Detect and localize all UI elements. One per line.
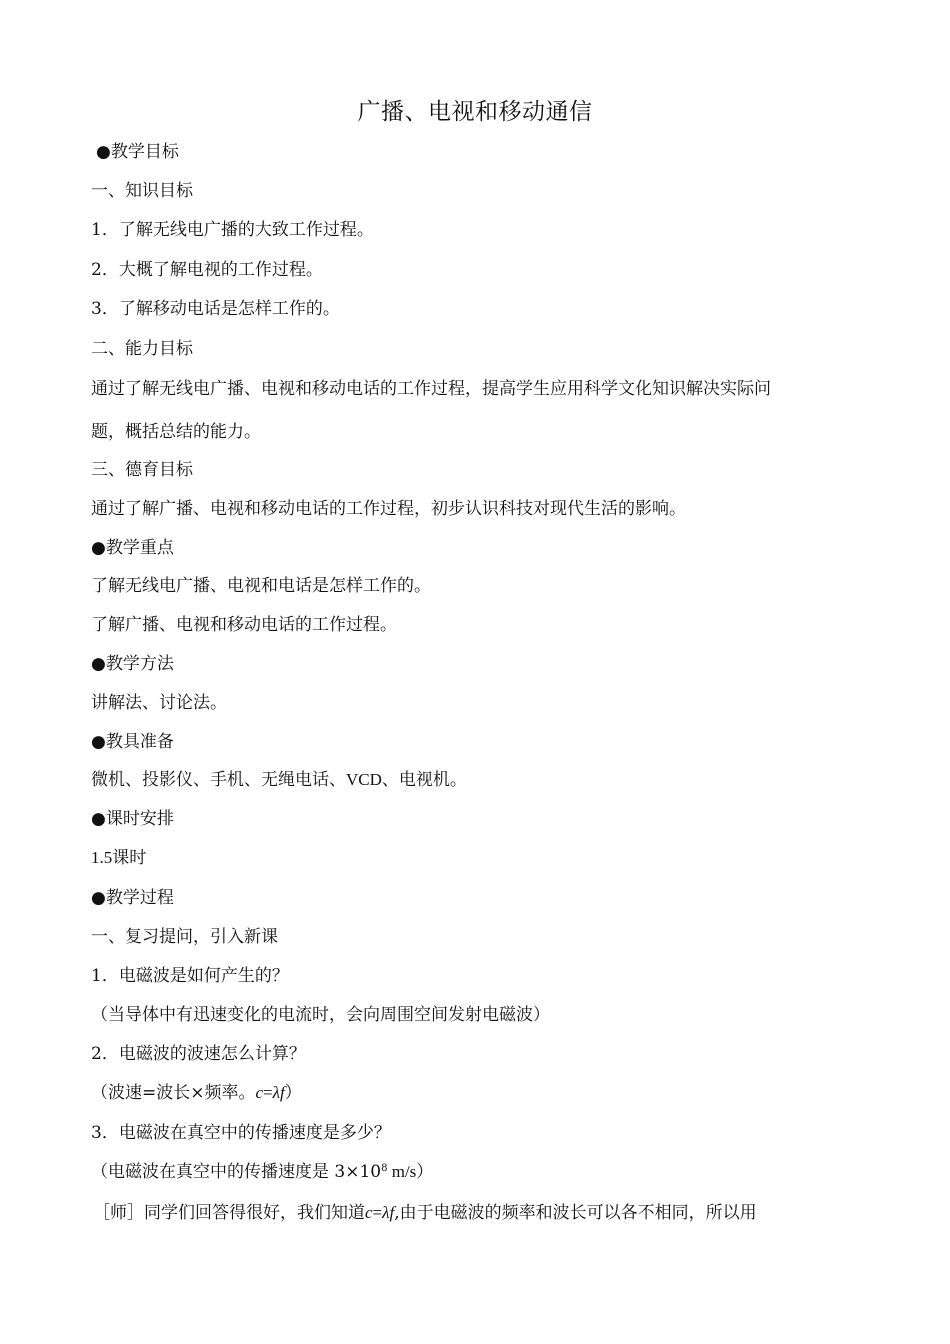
section-heading-methods: ●教学方法 bbox=[91, 654, 174, 674]
document-title: 广播、电视和移动通信 bbox=[357, 99, 593, 125]
key-point-1: 了解无线电广播、电视和电话是怎样工作的。 bbox=[91, 576, 431, 596]
subheading-moral-goals: 三、德育目标 bbox=[91, 460, 193, 480]
answer-1: （当导体中有迅速变化的电流时，会向周围空间发射电磁波） bbox=[91, 1005, 550, 1025]
list-item-knowledge-1: 1．了解无线电广播的大致工作过程。 bbox=[91, 220, 374, 240]
question-3: 3．电磁波在真空中的传播速度是多少？ bbox=[91, 1123, 391, 1143]
subheading-ability-goals: 二、能力目标 bbox=[91, 339, 193, 359]
teacher-remark: ［师］同学们回答得很好，我们知道c=λf,由于电磁波的频率和波长可以各不相同，所以用 bbox=[93, 1203, 757, 1223]
section-heading-equipment: ●教具准备 bbox=[91, 732, 174, 752]
subheading-knowledge-goals: 一、知识目标 bbox=[91, 181, 193, 201]
section-heading-schedule: ●课时安排 bbox=[91, 809, 174, 829]
paragraph-equipment: 微机、投影仪、手机、无绳电话、VCD、电视机。 bbox=[91, 770, 467, 790]
paragraph-ability-line-2: 题，概括总结的能力。 bbox=[91, 422, 261, 442]
list-item-knowledge-3: 3．了解移动电话是怎样工作的。 bbox=[91, 299, 340, 319]
section-heading-process: ●教学过程 bbox=[91, 888, 174, 908]
paragraph-moral: 通过了解广播、电视和移动电话的工作过程，初步认识科技对现代生活的影响。 bbox=[91, 499, 686, 519]
paragraph-methods: 讲解法、讨论法。 bbox=[91, 693, 227, 713]
question-2: 2．电磁波的波速怎么计算？ bbox=[91, 1044, 306, 1064]
paragraph-ability-line-1: 通过了解无线电广播、电视和移动电话的工作过程，提高学生应用科学文化知识解决实际问 bbox=[91, 379, 771, 399]
question-1: 1．电磁波是如何产生的？ bbox=[91, 966, 289, 986]
answer-2: （波速=波长×频率。c=λf） bbox=[91, 1083, 302, 1103]
key-point-2: 了解广播、电视和移动电话的工作过程。 bbox=[91, 615, 397, 635]
section-heading-teaching-goals: ●教学目标 bbox=[96, 142, 179, 162]
list-item-knowledge-2: 2．大概了解电视的工作过程。 bbox=[91, 260, 323, 280]
answer-3: （电磁波在真空中的传播速度是 $3\times 10^8$ m/s） bbox=[91, 1162, 434, 1182]
paragraph-schedule: 1.5课时 bbox=[91, 848, 147, 868]
subheading-review: 一、复习提问，引入新课 bbox=[91, 927, 278, 947]
section-heading-key-points: ●教学重点 bbox=[91, 538, 174, 558]
